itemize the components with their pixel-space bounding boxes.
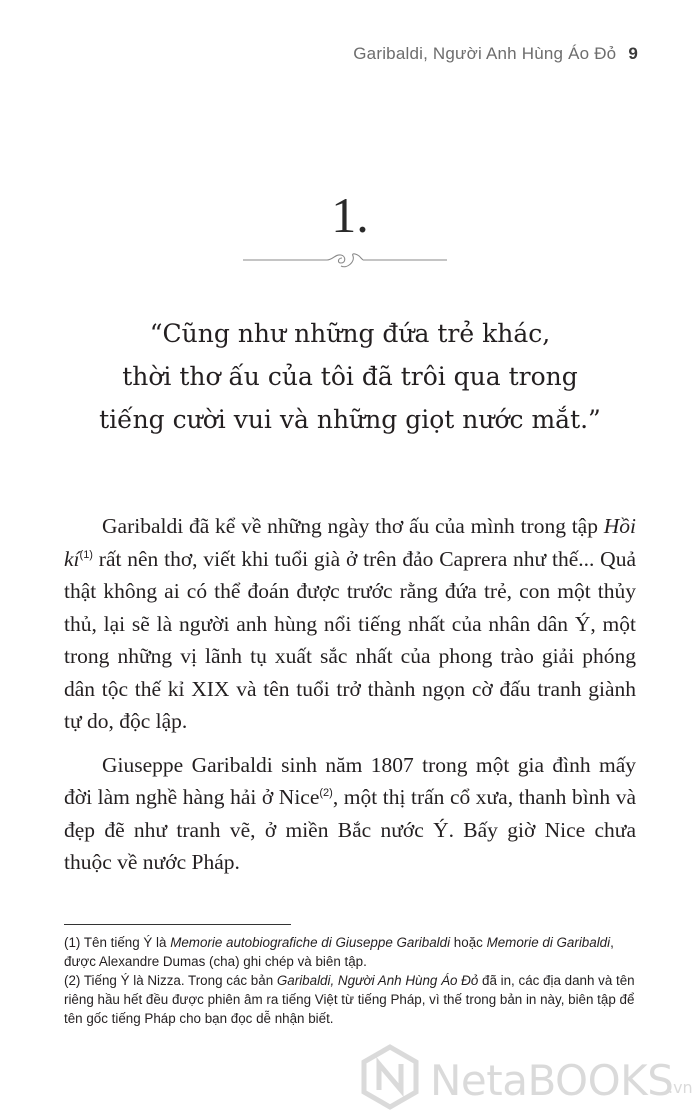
- footnote-italic: Memorie autobiografiche di Giuseppe Garibaldi: [170, 935, 451, 950]
- footnote-text: , được Alexandre Dumas (cha) ghi chép và biên tập.: [64, 935, 614, 969]
- page-number: 9: [628, 44, 638, 63]
- n-logo-icon: [360, 1044, 420, 1110]
- paragraph-text: rất nên thơ, viết khi tuổi già ở trên đảo Caprera như thế... Quả thật không ai có thể đoán được trước rằng đứa trẻ, con một thủy thủ, lại sẽ là người anh hùng nổi tiếng nhất của nhân dân Ý, một trong những vị lãnh tụ xuất sắc nhất của phong trào giải phóng dân tộc thế kỉ XIX và tên tuổi trở thành ngọn cờ đấu tranh giành tự do, độc lập.: [64, 546, 636, 733]
- footnote-text: đã in, các địa danh và tên riêng hầu hết đều được phiên âm ra tiếng Việt từ tiếng Pháp, vì thế trong bản in này, biên tập để tên gốc tiếng Pháp cho bạn đọc dễ nhận biết.: [64, 973, 635, 1026]
- paragraph: [64, 510, 636, 738]
- epigraph-line: “Cũng như những đứa trẻ khác,: [149, 319, 551, 348]
- chapter-number: 1.: [331, 187, 369, 243]
- footnote-text: (1) Tên tiếng Ý là: [64, 935, 171, 950]
- watermark: [360, 1044, 700, 1120]
- footnote-text: (2) Tiếng Ý là Nizza. Trong các bản: [64, 973, 277, 988]
- footnote-italic: Memorie di Garibaldi: [486, 935, 611, 950]
- paragraph: [64, 749, 636, 879]
- footnote-1: [64, 933, 640, 971]
- paragraph-text: Giuseppe Garibaldi sinh năm 1807 trong một gia đình mấy đời làm nghề hàng hải ở Nice: [64, 752, 636, 809]
- footnote-ref-1: (1): [79, 548, 93, 561]
- footnote-text: hoặc: [450, 935, 487, 950]
- epigraph-line: tiếng cười vui và những giọt nước mắt.”: [99, 405, 601, 434]
- footnote-italic: Garibaldi, Người Anh Hùng Áo Đỏ: [276, 973, 479, 988]
- epigraph: [0, 312, 700, 441]
- paragraph-text: , một thị trấn cổ xưa, thanh bình và đẹp đẽ như tranh vẽ, ở miền Bắc nước Ý. Bấy giờ Nice chưa thuộc về nước Pháp.: [64, 785, 637, 874]
- watermark-brand: NetaBOOKS: [430, 1056, 674, 1105]
- footnote-divider: [64, 924, 291, 925]
- footnotes: [64, 933, 640, 1028]
- running-title: Garibaldi, Người Anh Hùng Áo Đỏ: [353, 44, 617, 63]
- body-text: [64, 510, 636, 890]
- book-title: Hồi kí: [64, 514, 636, 571]
- footnote-ref-2: (2): [319, 786, 333, 799]
- footnote-2: [64, 971, 640, 1028]
- paragraph-text: Garibaldi đã kể về những ngày thơ ấu của mình trong tập: [102, 514, 604, 538]
- watermark-suffix: .vn: [668, 1078, 693, 1097]
- running-header: [353, 44, 638, 64]
- epigraph-line: thời thơ ấu của tôi đã trôi qua trong: [122, 362, 578, 391]
- ornament-divider: [243, 250, 447, 272]
